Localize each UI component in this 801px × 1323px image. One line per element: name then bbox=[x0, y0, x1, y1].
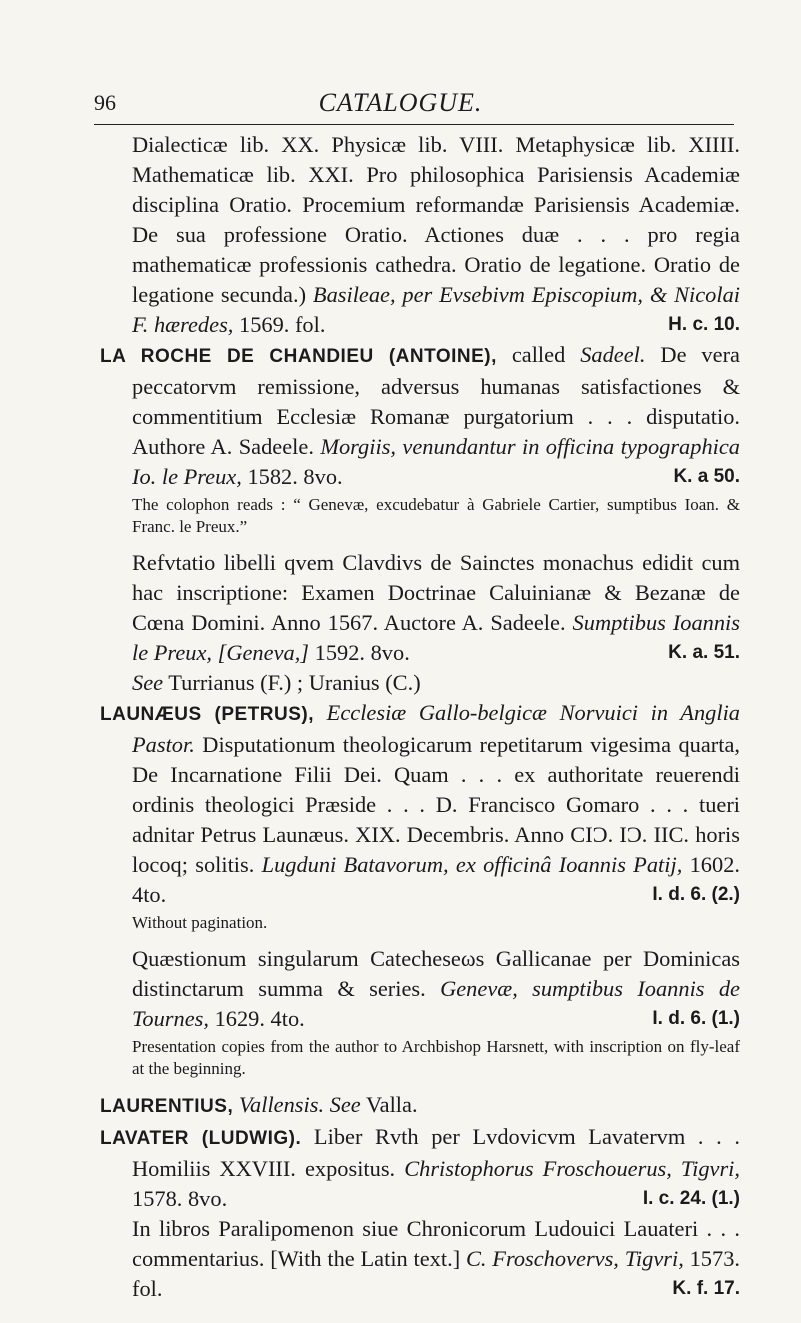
entry-continuation bbox=[132, 130, 740, 340]
shelf-mark: H. c. 10. bbox=[668, 314, 740, 335]
entry-la-roche bbox=[100, 340, 740, 492]
entry-text: Liber Rvth per Lvdovicvm Lavatervm . . . Homiliis XXVIII. expositus. bbox=[132, 1124, 740, 1181]
entry-descriptor: Ecclesiæ Gallo-belgicæ Norvuici in Anglia Pastor. bbox=[132, 700, 740, 757]
entry-text: De vera peccatorvm remissione, adversus humanas satisfactiones & commentitium Ecclesiæ Romanæ purgatorium . . . disputatio. Authore A. Sadeele. bbox=[132, 342, 740, 459]
entry-launaeus bbox=[100, 698, 740, 910]
shelf-mark: K. a. 51. bbox=[668, 642, 740, 663]
entry-imprint: Lugduni Batavorum, ex officinâ Ioannis Patij, bbox=[261, 852, 683, 877]
shelf-mark: K. a 50. bbox=[673, 466, 740, 487]
shelf-mark: I. d. 6. (1.) bbox=[652, 1008, 740, 1029]
see-target: Valla. bbox=[365, 1092, 418, 1117]
entry-imprint: Christophorus Froschouerus, Tigvri, bbox=[404, 1156, 740, 1181]
entry-quaestionum bbox=[132, 944, 740, 1034]
entry-heading: LAURENTIUS, bbox=[100, 1096, 234, 1117]
shelf-mark: K. f. 17. bbox=[672, 1278, 740, 1299]
entry-imprint: Basileae, per Evsebivm Episcopium, & Nicolai F. hæredes, bbox=[132, 282, 741, 337]
entry-laurentius bbox=[100, 1090, 740, 1122]
entry-imprint-date: 1602. 4to. bbox=[132, 852, 740, 907]
entry-note: Without pagination. bbox=[132, 913, 268, 932]
entry-text: Quæstionum singularum Catecheseωs Gallicanae per Dominicas distinctarum summa & series. bbox=[132, 946, 740, 1001]
entry-note: The colophon reads : “ Genevæ, excudebatur à Gabriele Cartier, sumptibus Ioan. & Franc. le Preux.” bbox=[132, 495, 740, 536]
see-label: See bbox=[329, 1092, 361, 1117]
header-rule bbox=[94, 124, 734, 125]
shelf-mark: I. d. 6. (2.) bbox=[652, 884, 740, 905]
entry-imprint-date: 1582. 8vo. bbox=[247, 464, 343, 489]
entry-imprint: Genevæ, sumptibus Ioannis de Tournes, bbox=[132, 976, 740, 1031]
entry-called: called bbox=[511, 342, 566, 367]
shelf-mark: I. c. 24. (1.) bbox=[642, 1188, 740, 1209]
entry-imprint-date: 1573. fol. bbox=[132, 1246, 740, 1301]
entry-imprint: Morgiis, venundantur in officina typographica Io. le Preux, bbox=[132, 434, 740, 489]
entry-heading: LAVATER (LUDWIG). bbox=[100, 1128, 302, 1149]
entry-text: Disputationum theologicarum repetitarum vigesima quarta, De Incarnatione Filii Dei. Quam . . . ex authoritate reuerendi ordinis theologici Præside . . . D. Francisco Gomaro . . . tueri adnitar Petrus Launæus. XIX. Decembris. Anno CIƆ. IƆ. IIC. horis locoq; solitis. bbox=[132, 732, 740, 877]
page-number: 96 bbox=[94, 90, 116, 115]
entry-refutatio bbox=[132, 548, 740, 668]
entry-text: In libros Paralipomenon siue Chronicorum Ludouici Lauateri . . . commentarius. [With the Latin text.] bbox=[132, 1216, 740, 1271]
see-target: Turrianus (F.) ; Uranius (C.) bbox=[168, 670, 421, 695]
entry-called-name: Sadeel. bbox=[580, 342, 646, 367]
entry-note: Presentation copies from the author to Archbishop Harsnett, with inscription on fly-leaf at the beginning. bbox=[132, 1037, 740, 1078]
see-label: See bbox=[132, 670, 164, 695]
entry-imprint-date: 1592. 8vo. bbox=[314, 640, 410, 665]
entry-lavater bbox=[100, 1122, 740, 1214]
entry-paralipomenon bbox=[132, 1214, 740, 1304]
see-also bbox=[132, 668, 740, 698]
entry-imprint-date: 1629. 4to. bbox=[214, 1006, 305, 1031]
entry-heading: LAUNÆUS (PETRUS), bbox=[100, 704, 314, 725]
page-header bbox=[0, 0, 801, 120]
entry-descriptor: Vallensis. bbox=[238, 1092, 325, 1117]
entry-text: Dialecticæ lib. XX. Physicæ lib. VIII. Metaphysicæ lib. XIIII. Mathematicæ lib. XXI. Pro philosophica Parisiensis Academiæ disciplina Oratio. Procemium reformandæ Parisiensis Academiæ. De sua professione Oratio. Actiones duæ . . . pro regia mathematicæ professionis cathedra. Oratio de legatione. Oratio de legatione secunda.) bbox=[132, 132, 740, 307]
entry-imprint-place: [Geneva,] bbox=[217, 640, 310, 665]
running-head: CATALOGUE. bbox=[318, 88, 483, 117]
entry-imprint-date: 1578. 8vo. bbox=[132, 1186, 228, 1211]
entry-imprint: C. Froschovervs, Tigvri, bbox=[465, 1246, 684, 1271]
entry-text: Refvtatio libelli qvem Clavdivs de Sainctes monachus edidit cum hac inscriptione: Examen Doctrinae Caluinianæ & Bezanæ de Cœna Domini. Anno 1567. Auctore A. Sadeele. bbox=[132, 550, 740, 635]
catalogue-body bbox=[100, 130, 741, 1304]
entry-imprint-date: 1569. fol. bbox=[239, 312, 326, 337]
entry-imprint: Sumptibus Ioannis le Preux, bbox=[132, 610, 740, 665]
entry-heading: LA ROCHE DE CHANDIEU (ANTOINE), bbox=[100, 346, 497, 367]
